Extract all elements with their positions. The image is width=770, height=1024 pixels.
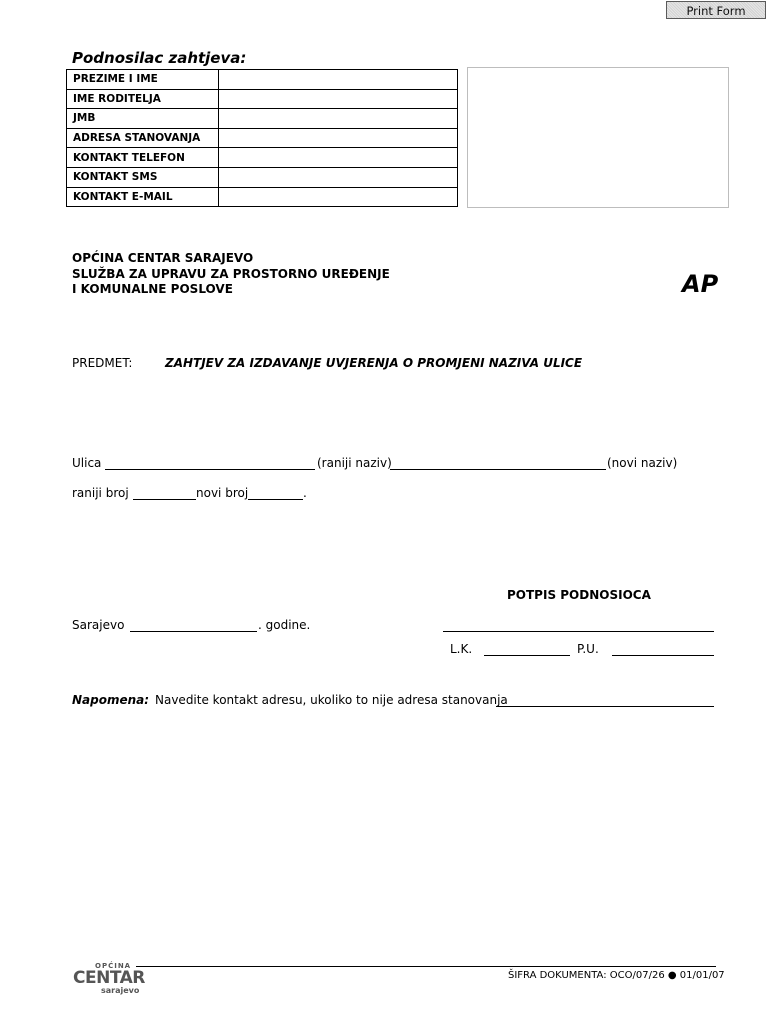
new-name-label: (novi naziv) bbox=[607, 456, 678, 470]
field-label-email: KONTAKT E-MAIL bbox=[67, 187, 219, 207]
year-suffix: . godine. bbox=[258, 618, 311, 632]
office-address bbox=[72, 251, 390, 298]
note-label: Napomena: bbox=[72, 693, 150, 707]
table-row bbox=[67, 109, 458, 129]
field-label-phone: KONTAKT TELEFON bbox=[67, 148, 219, 168]
issued-by-field[interactable] bbox=[612, 655, 714, 656]
subject-text: ZAHTJEV ZA IZDAVANJE UVJERENJA O PROMJENI NAZIVA ULICE bbox=[165, 356, 583, 370]
signature-label: POTPIS PODNOSIOCA bbox=[507, 588, 651, 602]
new-number-label: novi broj bbox=[196, 486, 249, 500]
jmb-field[interactable] bbox=[219, 109, 458, 129]
sms-field[interactable] bbox=[219, 167, 458, 187]
table-row bbox=[67, 128, 458, 148]
document-code: ŠIFRA DOKUMENTA: OCO/07/26 ● 01/01/07 bbox=[508, 970, 725, 981]
table-row bbox=[67, 89, 458, 109]
field-label-sms: KONTAKT SMS bbox=[67, 167, 219, 187]
contact-address-field[interactable] bbox=[496, 706, 714, 707]
old-number-field[interactable] bbox=[133, 499, 196, 500]
phone-field[interactable] bbox=[219, 148, 458, 168]
id-card-field[interactable] bbox=[484, 655, 570, 656]
new-street-name-field[interactable] bbox=[390, 469, 606, 470]
date-field[interactable] bbox=[130, 631, 257, 632]
field-label-address: ADRESA STANOVANJA bbox=[67, 128, 219, 148]
office-line-2: SLUŽBA ZA UPRAVU ZA PROSTORNO UREĐENJE bbox=[72, 266, 390, 281]
address-field[interactable] bbox=[219, 128, 458, 148]
street-label: Ulica bbox=[72, 456, 102, 470]
name-field[interactable] bbox=[219, 70, 458, 90]
stamp-box bbox=[467, 67, 729, 208]
field-label-name: PREZIME I IME bbox=[67, 70, 219, 90]
new-number-field[interactable] bbox=[248, 499, 303, 500]
issued-by-label: P.U. bbox=[577, 642, 599, 656]
field-label-parent-name: IME RODITELJA bbox=[67, 89, 219, 109]
office-line-1: OPĆINA CENTAR SARAJEVO bbox=[72, 251, 254, 265]
print-form-button[interactable]: Print Form bbox=[666, 1, 766, 19]
city-label: Sarajevo bbox=[72, 618, 125, 632]
applicant-section-title: Podnosilac zahtjeva: bbox=[72, 49, 247, 67]
parent-name-field[interactable] bbox=[219, 89, 458, 109]
document-mark: AP bbox=[682, 270, 719, 298]
footer-divider bbox=[136, 966, 716, 967]
old-number-label: raniji broj bbox=[72, 486, 129, 500]
old-name-label: (raniji naziv) bbox=[317, 456, 392, 470]
applicant-table bbox=[66, 69, 458, 207]
id-card-label: L.K. bbox=[450, 642, 473, 656]
office-line-3: I KOMUNALNE POSLOVE bbox=[72, 282, 233, 296]
table-row bbox=[67, 70, 458, 90]
subject-label: PREDMET: bbox=[72, 356, 133, 370]
note-text: Navedite kontakt adresu, ukoliko to nije adresa stanovanja bbox=[155, 693, 508, 707]
field-label-jmb: JMB bbox=[67, 109, 219, 129]
signature-field[interactable] bbox=[443, 631, 714, 632]
email-field[interactable] bbox=[219, 187, 458, 207]
old-street-name-field[interactable] bbox=[105, 469, 315, 470]
table-row bbox=[67, 148, 458, 168]
municipality-logo: OPĆINA CENTAR sarajevo bbox=[73, 962, 145, 995]
end-period: . bbox=[303, 486, 307, 500]
table-row bbox=[67, 167, 458, 187]
table-row bbox=[67, 187, 458, 207]
